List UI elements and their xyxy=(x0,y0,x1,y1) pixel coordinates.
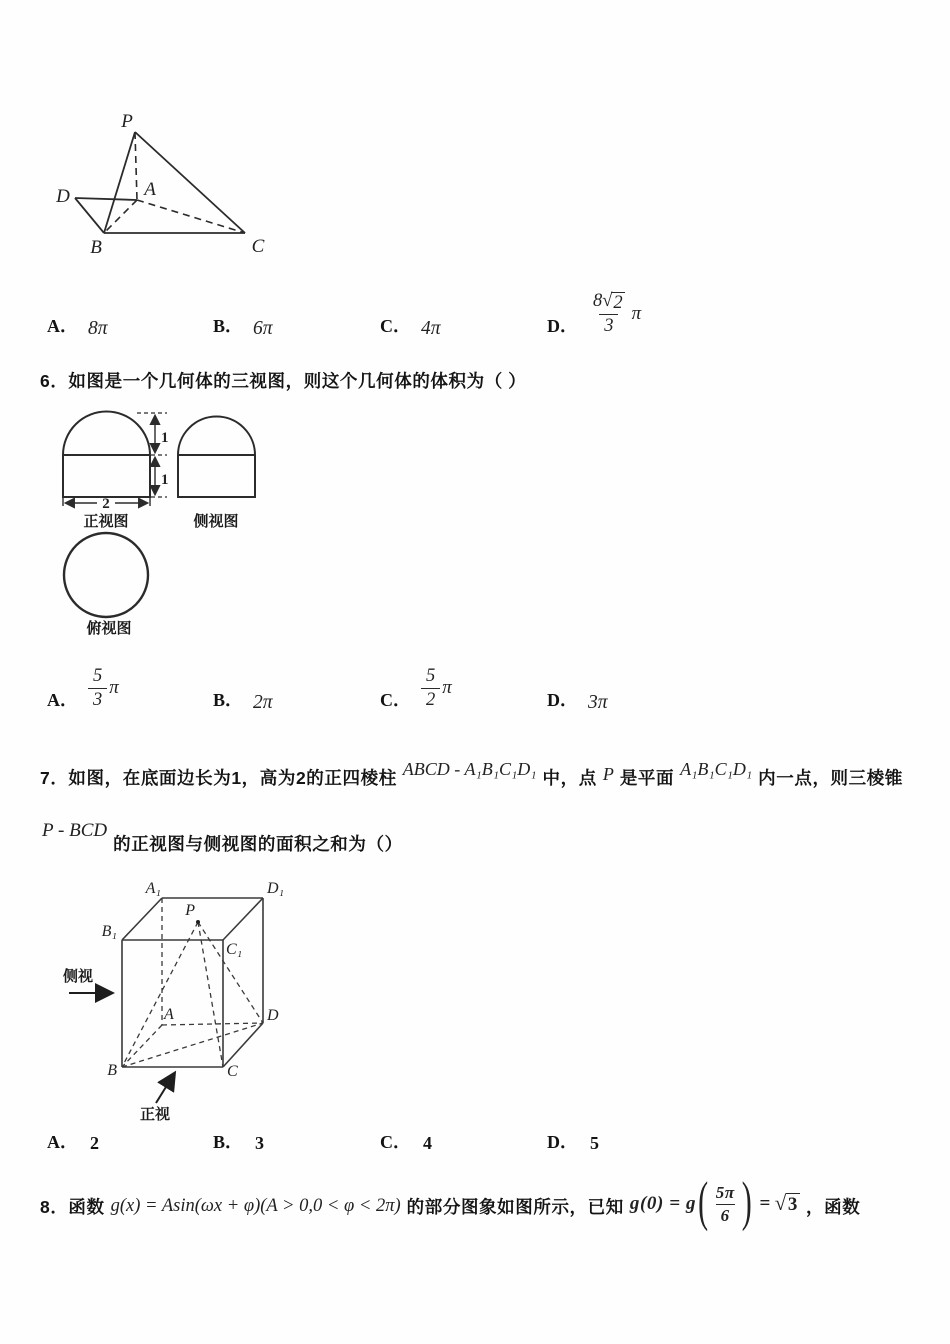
q8-tail-text: ，函数 xyxy=(806,1196,861,1217)
q6-option-d-value: 3π xyxy=(588,692,608,713)
q7-stem-line1 xyxy=(40,748,903,790)
q6-option-a-letter: A． xyxy=(47,690,78,710)
pyramid-vertex-b-label: B xyxy=(90,237,102,258)
q6-option-b xyxy=(213,686,273,712)
q7-tetra-formula: P - BCD xyxy=(42,820,108,841)
pi-symbol: π xyxy=(631,302,642,324)
q6-option-c-value: $\frac{5}{2}$ π xyxy=(421,665,452,712)
cube-point-p-label: P xyxy=(185,902,195,919)
q7-options-row xyxy=(0,1128,950,1154)
fraction-denominator: 3 xyxy=(599,314,618,338)
dimension-lower-height: 1 xyxy=(161,472,169,488)
q7-option-a xyxy=(47,1128,99,1154)
q7-option-d xyxy=(547,1128,599,1154)
three-views-figure xyxy=(55,405,325,650)
right-paren: ) xyxy=(741,1171,753,1233)
q8-condition-formula: g(0) = g ( $\frac{5\pi}{6}$ ) = √ 3 xyxy=(629,1171,798,1233)
cube-vertex-a-label: A xyxy=(164,1006,174,1023)
side-view-shape xyxy=(178,417,255,498)
q5-option-a-letter: A． xyxy=(47,316,78,336)
cube-vertex-b-label: B xyxy=(107,1062,117,1079)
q5-option-c-letter: C． xyxy=(380,316,411,336)
q6-option-d xyxy=(547,686,608,712)
cube-figure xyxy=(55,878,345,1128)
pyramid-vertex-a-label: A xyxy=(144,179,156,200)
q7-option-a-value: 2 xyxy=(90,1133,99,1153)
dimension-upper-height: 1 xyxy=(161,430,169,446)
cube-vertex-d-label: D xyxy=(267,1007,279,1024)
cube-vertex-c1-label: C₁ xyxy=(226,941,243,958)
q7-option-d-letter: D． xyxy=(547,1132,578,1152)
side-view-label: 侧视图 xyxy=(193,513,239,530)
q5-option-c-value: 4π xyxy=(421,318,441,339)
top-view-label: 俯视图 xyxy=(86,620,132,637)
radical-sign: √ xyxy=(602,290,613,311)
q7-option-d-value: 5 xyxy=(590,1133,599,1153)
pyramid-vertex-p-label: P xyxy=(121,111,133,132)
q5-option-d xyxy=(547,290,641,338)
pyramid-figure xyxy=(40,105,280,265)
q7-option-c-letter: C． xyxy=(380,1132,411,1152)
fraction-numerator: 8 √ 2 xyxy=(593,290,623,313)
front-view-label: 正视图 xyxy=(83,513,129,530)
q7-option-c-value: 4 xyxy=(423,1133,432,1153)
equals-sign: = xyxy=(759,1193,771,1214)
q7-point-p: P xyxy=(602,764,614,784)
pyramid-edges-dashed xyxy=(104,132,245,233)
q6-option-b-letter: B． xyxy=(213,690,244,710)
q7-tail-text: 的正视图与侧视图的面积之和为（） xyxy=(113,834,403,854)
front-view-direction-label: 正视 xyxy=(140,1106,171,1123)
q6-option-c xyxy=(380,665,452,712)
point-p-dot xyxy=(196,920,200,924)
q7-stem-line2 xyxy=(40,814,403,856)
pyramid-edges-solid xyxy=(75,132,245,233)
q8-stem xyxy=(40,1171,861,1238)
q7-mid3-text: 内一点，则三棱锥 xyxy=(758,768,903,788)
top-view-shape xyxy=(64,533,148,617)
q7-option-b-letter: B． xyxy=(213,1132,244,1152)
q6-option-c-letter: C． xyxy=(380,690,411,710)
q6-stem: 6．如图是一个几何体的三视图，则这个几何体的体积为（ ） xyxy=(40,371,527,391)
q7-plane-formula: A₁B₁C₁D₁ xyxy=(680,759,753,779)
cube-vertex-b1-label: B₁ xyxy=(101,923,117,940)
q5-option-b xyxy=(213,312,273,338)
pyramid-vertex-c-label: C xyxy=(251,236,265,257)
sqrt-three: √ 3 xyxy=(774,1190,798,1215)
q5-option-d-letter: D． xyxy=(547,316,578,336)
front-view-shape xyxy=(63,412,150,498)
q7-option-b-value: 3 xyxy=(255,1133,265,1153)
q6-option-a-value: $\frac{5}{3}$ π xyxy=(88,665,119,712)
side-view-direction-label: 侧视 xyxy=(63,968,94,985)
q5-options-row xyxy=(0,286,950,338)
q7-mid2-text: 是平面 xyxy=(619,768,675,788)
dimension-width: 2 xyxy=(102,496,110,512)
q7-option-a-letter: A． xyxy=(47,1132,78,1152)
pi-symbol: π xyxy=(442,677,452,699)
q7-option-c xyxy=(380,1128,432,1154)
q5-option-b-letter: B． xyxy=(213,316,244,336)
q5-option-d-value xyxy=(588,290,641,338)
pi-symbol: π xyxy=(109,677,119,699)
left-paren: ( xyxy=(698,1171,709,1233)
cube-edges-solid xyxy=(122,898,263,1067)
q8-function-formula: g(x) = Asin(ωx + φ)(A > 0,0 < φ < 2π) xyxy=(110,1195,401,1216)
q7-lead-text: 7．如图，在底面边长为1，高为2的正四棱柱 xyxy=(40,768,397,788)
q7-prism-formula: ABCD - A₁B₁C₁D₁ xyxy=(402,759,537,779)
q5-option-b-value: 6π xyxy=(253,318,273,339)
q7-mid1-text: 中，点 xyxy=(542,768,597,788)
q8-lead-text: 8．函数 xyxy=(40,1196,105,1217)
q5-option-c xyxy=(380,312,441,338)
q5-option-a-value: 8π xyxy=(88,318,108,339)
q6-option-a xyxy=(47,665,119,712)
q8-mid-text: 的部分图象如图所示，已知 xyxy=(406,1196,624,1217)
q5-option-a xyxy=(47,312,108,338)
cube-vertex-d1-label: D₁ xyxy=(267,880,285,897)
cube-edges-dashed xyxy=(122,898,263,1067)
q6-option-b-value: 2π xyxy=(253,692,273,713)
pyramid-vertex-d-label: D xyxy=(56,186,70,207)
cube-vertex-a1-label: A₁ xyxy=(145,880,161,897)
cube-vertex-c-label: C xyxy=(227,1063,238,1080)
q7-option-b xyxy=(213,1128,264,1154)
q6-option-d-letter: D． xyxy=(547,690,578,710)
q6-options-row xyxy=(0,660,950,712)
q8-g0-part: g(0) = g xyxy=(629,1193,697,1214)
front-view-arrow xyxy=(156,1074,174,1103)
